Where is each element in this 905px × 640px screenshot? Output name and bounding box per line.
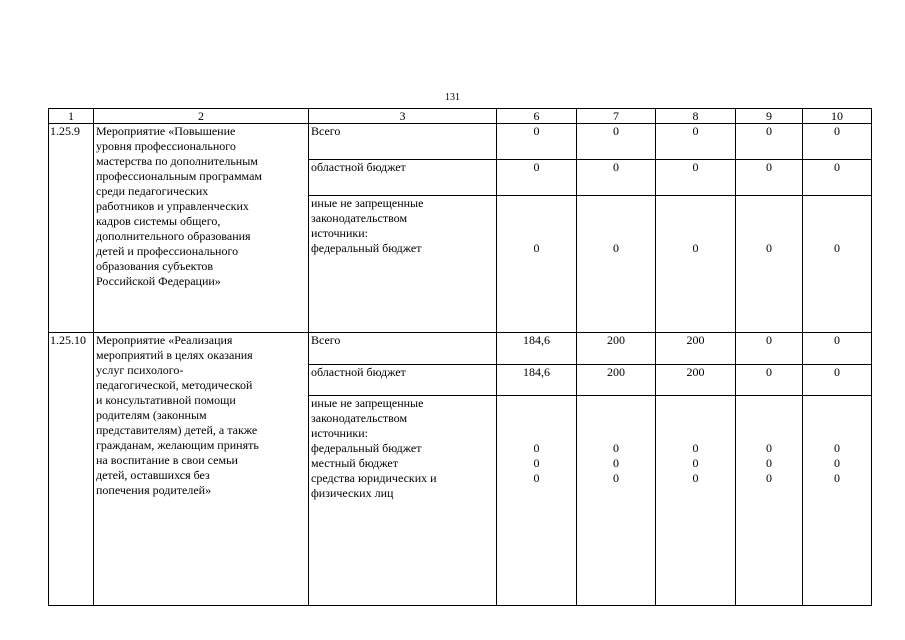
value: 0 <box>613 471 619 486</box>
value-cell: 0 <box>736 364 803 396</box>
table-row <box>49 124 872 160</box>
value: 0 <box>692 240 699 255</box>
source-label: федеральный бюджет <box>311 240 422 255</box>
source-label: местный бюджет <box>311 456 398 471</box>
header-row <box>49 109 872 124</box>
value-cell: 0 <box>803 124 872 160</box>
column-header: 7 <box>577 109 656 124</box>
column-header: 9 <box>736 109 803 124</box>
value-cell <box>577 195 656 332</box>
source-label: областной бюджет <box>309 159 497 195</box>
value-cell: 200 <box>577 333 656 365</box>
column-header: 8 <box>656 109 736 124</box>
value-cell: 0 <box>736 124 803 160</box>
value-cell: 200 <box>656 364 736 396</box>
source-label: средства юридических и физических лиц <box>311 471 437 501</box>
value-cell <box>736 396 803 606</box>
value: 0 <box>692 441 699 456</box>
budget-table <box>48 108 872 606</box>
value-cell <box>497 396 577 606</box>
value: 0 <box>613 240 619 255</box>
page-number: 131 <box>445 92 460 103</box>
value: 0 <box>766 456 772 471</box>
value-cell: 184,6 <box>497 364 577 396</box>
value-cell <box>497 195 577 332</box>
source-label: Всего <box>309 124 497 160</box>
value-cell <box>656 396 736 606</box>
value-cell: 0 <box>577 159 656 195</box>
table-row <box>49 333 872 365</box>
value-cell: 0 <box>497 124 577 160</box>
value: 0 <box>834 456 840 471</box>
value-cell: 184,6 <box>497 333 577 365</box>
value: 0 <box>533 456 540 471</box>
other-sources-cell <box>309 195 497 332</box>
value-cell <box>577 396 656 606</box>
value-cell: 200 <box>656 333 736 365</box>
value: 0 <box>533 471 540 486</box>
value: 0 <box>613 441 619 456</box>
other-sources-header: иные не запрещенные законодательством источники: <box>311 195 424 240</box>
column-header: 2 <box>94 109 309 124</box>
value-cell <box>656 195 736 332</box>
source-label: федеральный бюджет <box>311 441 422 456</box>
value-cell <box>803 396 872 606</box>
value-cell: 0 <box>577 124 656 160</box>
value-cell: 0 <box>803 333 872 365</box>
column-header: 1 <box>49 109 94 124</box>
value: 0 <box>613 456 619 471</box>
item-code: 1.25.10 <box>49 333 94 606</box>
value-cell <box>803 195 872 332</box>
value-cell: 200 <box>577 364 656 396</box>
column-header: 10 <box>803 109 872 124</box>
value: 0 <box>766 441 772 456</box>
value: 0 <box>834 240 840 255</box>
value: 0 <box>766 240 772 255</box>
value: 0 <box>766 471 772 486</box>
value: 0 <box>834 471 840 486</box>
value: 0 <box>533 441 540 456</box>
value: 0 <box>692 471 699 486</box>
value: 0 <box>533 240 540 255</box>
value-cell: 0 <box>656 124 736 160</box>
value-cell <box>736 195 803 332</box>
other-sources-header: иные не запрещенные законодательством источники: <box>311 396 424 441</box>
value: 0 <box>834 441 840 456</box>
value-cell: 0 <box>497 159 577 195</box>
item-description: Мероприятие «Реализация мероприятий в целях оказания услуг психолого- педагогической, методической и консультативной помощи родителям (законным представителям) детей, а также гражданам, желающим принять на воспитание в свои семьи детей, оставшихся без попечения родителей» <box>94 333 309 606</box>
value-cell: 0 <box>803 364 872 396</box>
other-sources-cell <box>309 396 497 606</box>
value-cell: 0 <box>736 159 803 195</box>
value-cell: 0 <box>803 159 872 195</box>
item-code: 1.25.9 <box>49 124 94 333</box>
source-label: областной бюджет <box>309 364 497 396</box>
source-label: Всего <box>309 333 497 365</box>
column-header: 3 <box>309 109 497 124</box>
value: 0 <box>692 456 699 471</box>
value-cell: 0 <box>736 333 803 365</box>
value-cell: 0 <box>656 159 736 195</box>
item-description: Мероприятие «Повышение уровня профессионального мастерства по дополнительным профессиональным программам среди педагогических работников и управленческих кадров системы общего, дополнительного образования детей и профессионального образования субъектов Российской Федерации» <box>94 124 309 333</box>
column-header: 6 <box>497 109 577 124</box>
